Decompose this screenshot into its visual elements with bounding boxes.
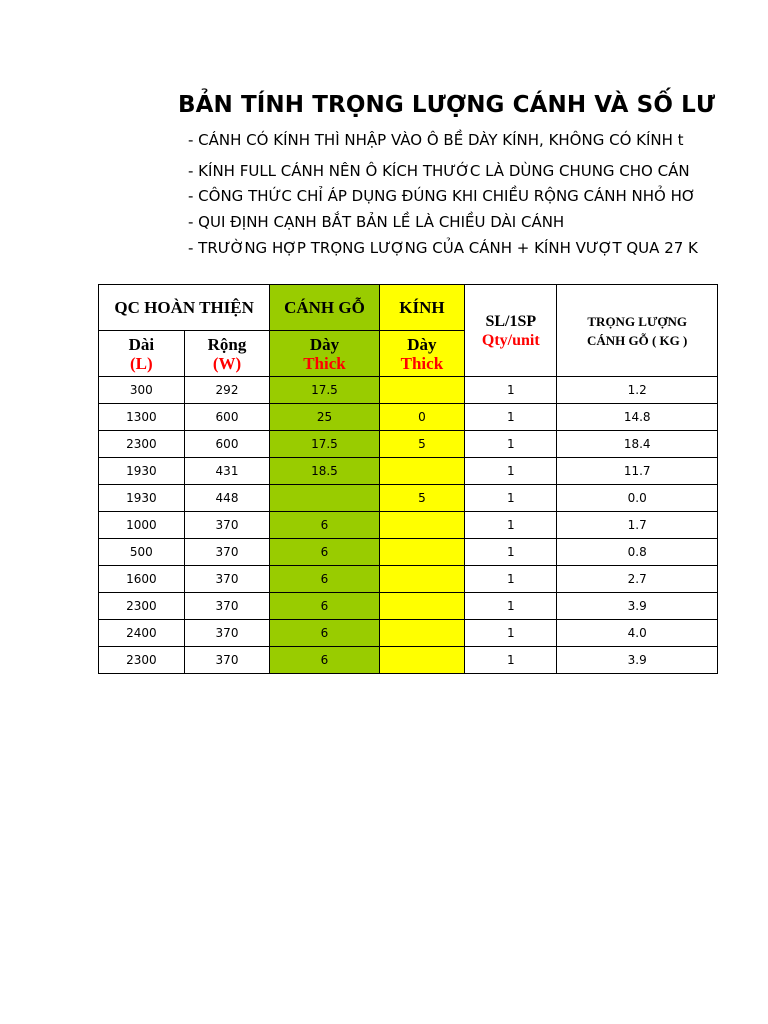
cell-dai[interactable]: 300 [99,377,185,404]
note-5: - TRƯỜNG HỢP TRỌNG LƯỢNG CỦA CÁNH + KÍNH VƯỢT QUA 27 K [188,239,698,257]
cell-weight-kg[interactable]: 1.7 [557,512,718,539]
cell-glass-thickness[interactable] [379,377,465,404]
weight-table-area [98,284,688,678]
table-row [99,512,718,539]
cell-qty[interactable]: 1 [465,647,557,674]
cell-qty[interactable]: 1 [465,620,557,647]
cell-glass-thickness[interactable] [379,566,465,593]
cell-rong[interactable]: 600 [184,431,270,458]
cell-wood-thickness[interactable]: 25 [270,404,379,431]
cell-rong[interactable]: 370 [184,566,270,593]
note-3: - CÔNG THỨC CHỈ ÁP DỤNG ĐÚNG KHI CHIỀU RỘNG CÁNH NHỎ HƠ [188,187,696,205]
header-sl: SL/1SP [485,312,537,330]
cell-dai[interactable]: 2300 [99,431,185,458]
page-title: BẢN TÍNH TRỌNG LƯỢNG CÁNH VÀ SỐ LƯ [178,92,716,118]
header-sl-qty [465,285,557,377]
cell-dai[interactable]: 1300 [99,404,185,431]
cell-rong[interactable]: 370 [184,512,270,539]
cell-weight-kg[interactable]: 1.2 [557,377,718,404]
weight-table [98,284,718,674]
cell-dai[interactable]: 1930 [99,458,185,485]
table-row [99,458,718,485]
cell-glass-thickness[interactable] [379,647,465,674]
cell-weight-kg[interactable]: 0.0 [557,485,718,512]
cell-dai[interactable]: 1930 [99,485,185,512]
table-row [99,647,718,674]
cell-weight-kg[interactable]: 18.4 [557,431,718,458]
cell-dai[interactable]: 2300 [99,593,185,620]
cell-rong[interactable]: 370 [184,593,270,620]
cell-qty[interactable]: 1 [465,458,557,485]
cell-qty[interactable]: 1 [465,566,557,593]
header-day-kinh-label: Dày [407,334,437,354]
cell-wood-thickness[interactable]: 17.5 [270,377,379,404]
header-qty: Qty/unit [481,331,540,349]
table-row [99,431,718,458]
header-day-kinh [379,331,465,377]
cell-weight-kg[interactable]: 3.9 [557,593,718,620]
note-1: - CÁNH CÓ KÍNH THÌ NHẬP VÀO Ô BỀ DÀY KÍNH, KHÔNG CÓ KÍNH t [188,131,684,149]
cell-wood-thickness[interactable]: 6 [270,647,379,674]
header-thick-go: Thick [303,353,346,373]
header-trong-luong [557,285,718,377]
cell-rong[interactable]: 600 [184,404,270,431]
table-row [99,539,718,566]
cell-dai[interactable]: 1000 [99,512,185,539]
cell-qty[interactable]: 1 [465,377,557,404]
cell-rong[interactable]: 292 [184,377,270,404]
cell-glass-thickness[interactable] [379,539,465,566]
cell-weight-kg[interactable]: 2.7 [557,566,718,593]
header-kinh: KÍNH [379,285,465,331]
cell-glass-thickness[interactable]: 5 [379,485,465,512]
table-row [99,485,718,512]
cell-dai[interactable]: 2400 [99,620,185,647]
cell-qty[interactable]: 1 [465,512,557,539]
cell-glass-thickness[interactable] [379,620,465,647]
header-trong-luong-1: TRỌNG LƯỢNG [587,313,687,329]
cell-dai[interactable]: 1600 [99,566,185,593]
table-row [99,377,718,404]
cell-rong[interactable]: 370 [184,539,270,566]
cell-wood-thickness[interactable]: 17.5 [270,431,379,458]
header-rong-sub: (W) [212,353,242,373]
header-canh-go: CÁNH GỖ [270,285,379,331]
cell-dai[interactable]: 500 [99,539,185,566]
cell-qty[interactable]: 1 [465,539,557,566]
cell-glass-thickness[interactable]: 0 [379,404,465,431]
header-dai-sub: (L) [130,353,153,373]
cell-wood-thickness[interactable]: 6 [270,512,379,539]
cell-weight-kg[interactable]: 4.0 [557,620,718,647]
cell-qty[interactable]: 1 [465,404,557,431]
cell-rong[interactable]: 448 [184,485,270,512]
cell-glass-thickness[interactable] [379,512,465,539]
cell-weight-kg[interactable]: 14.8 [557,404,718,431]
header-day-go [270,331,379,377]
table-row [99,566,718,593]
header-trong-luong-2: CÁNH GỖ ( KG ) [586,332,688,348]
header-dai-label: Dài [128,334,155,354]
cell-glass-thickness[interactable] [379,593,465,620]
header-thick-kinh: Thick [400,353,444,373]
cell-rong[interactable]: 431 [184,458,270,485]
header-rong [184,331,270,377]
cell-weight-kg[interactable]: 3.9 [557,647,718,674]
cell-wood-thickness[interactable]: 6 [270,620,379,647]
cell-weight-kg[interactable]: 0.8 [557,539,718,566]
table-row [99,404,718,431]
cell-glass-thickness[interactable]: 5 [379,431,465,458]
cell-qty[interactable]: 1 [465,431,557,458]
cell-dai[interactable]: 2300 [99,647,185,674]
cell-wood-thickness[interactable]: 6 [270,566,379,593]
note-2: - KÍNH FULL CÁNH NÊN Ô KÍCH THƯỚC LÀ DÙNG CHUNG CHO CÁN [188,162,690,180]
cell-weight-kg[interactable]: 11.7 [557,458,718,485]
cell-wood-thickness[interactable]: 6 [270,593,379,620]
header-dai [99,331,185,377]
header-rong-label: Rộng [207,334,247,354]
cell-qty[interactable]: 1 [465,593,557,620]
cell-glass-thickness[interactable] [379,458,465,485]
cell-rong[interactable]: 370 [184,647,270,674]
table-row [99,620,718,647]
cell-wood-thickness[interactable]: 6 [270,539,379,566]
cell-qty[interactable]: 1 [465,485,557,512]
table-row [99,593,718,620]
cell-wood-thickness[interactable]: 18.5 [270,458,379,485]
note-4: - QUI ĐỊNH CẠNH BẮT BẢN LỀ LÀ CHIỀU DÀI CÁNH [188,213,565,231]
header-day-go-label: Dày [309,334,340,354]
header-qc: QC HOÀN THIỆN [99,285,270,331]
cell-rong[interactable]: 370 [184,620,270,647]
cell-wood-thickness[interactable] [270,485,379,512]
